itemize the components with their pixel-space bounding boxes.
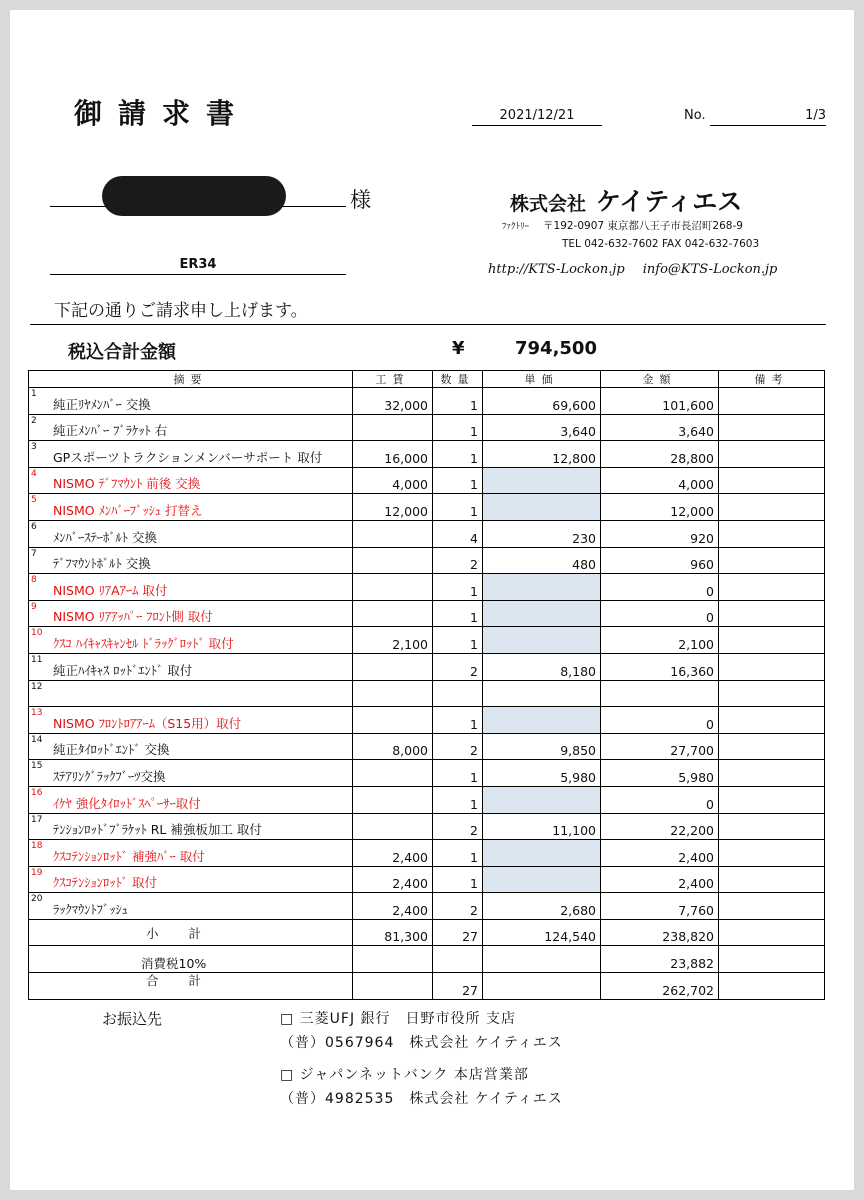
row-labor	[353, 547, 433, 574]
redacted-customer-name	[102, 176, 286, 216]
row-description	[29, 893, 353, 920]
subtotal-remarks	[719, 919, 825, 946]
row-number: 2	[31, 415, 37, 426]
row-description	[29, 547, 353, 574]
row-amount: 2,100	[601, 627, 719, 654]
tax-row	[29, 946, 825, 973]
table-row	[29, 388, 825, 415]
divider	[30, 324, 826, 325]
row-amount: 101,600	[601, 388, 719, 415]
table-header-row	[29, 371, 825, 388]
subtotal-qty: 27	[433, 919, 483, 946]
row-quantity	[433, 680, 483, 707]
table-row	[29, 760, 825, 787]
row-description-text: ｸｽｺﾃﾝｼｮﾝﾛｯﾄﾞ 補強ﾊﾞｰ 取付	[53, 848, 205, 864]
bank-line-4: （普）4982535 株式会社 ケイティエス	[280, 1091, 563, 1107]
honorific: 様	[350, 188, 371, 212]
row-quantity: 1	[433, 786, 483, 813]
row-description-text: 純正ﾀｲﾛｯﾄﾞｴﾝﾄﾞ 交換	[53, 742, 170, 758]
tax-remarks	[719, 946, 825, 973]
row-description	[29, 388, 353, 415]
row-remarks	[719, 414, 825, 441]
table-row	[29, 574, 825, 601]
company-email[interactable]: info@KTS-Lockon.jp	[642, 262, 778, 277]
row-quantity: 1	[433, 494, 483, 521]
row-unit-price	[483, 574, 601, 601]
row-description	[29, 414, 353, 441]
row-description	[29, 600, 353, 627]
row-unit-price: 8,180	[483, 653, 601, 680]
row-remarks	[719, 786, 825, 813]
row-quantity: 2	[433, 733, 483, 760]
row-remarks	[719, 467, 825, 494]
row-number: 7	[31, 548, 37, 559]
row-number: 8	[31, 575, 37, 586]
row-description	[29, 733, 353, 760]
row-labor: 2,400	[353, 840, 433, 867]
row-labor	[353, 760, 433, 787]
row-amount: 960	[601, 547, 719, 574]
row-description	[29, 786, 353, 813]
table-row	[29, 520, 825, 547]
row-amount: 0	[601, 600, 719, 627]
row-number: 9	[31, 601, 37, 612]
row-labor	[353, 707, 433, 734]
row-description-text: ｲｹﾔ 強化ﾀｲﾛｯﾄﾞｽﾍﾟｰｻｰ取付	[53, 795, 201, 811]
row-unit-price	[483, 627, 601, 654]
row-number: 6	[31, 521, 37, 532]
row-labor: 32,000	[353, 388, 433, 415]
header-labor: 工賃	[353, 371, 433, 388]
grand-total-row	[29, 973, 825, 1000]
row-description-text: NISMO ﾘｱAｱｰﾑ 取付	[53, 582, 168, 598]
row-description	[29, 520, 353, 547]
row-remarks	[719, 866, 825, 893]
row-number: 13	[31, 708, 43, 719]
table-row	[29, 494, 825, 521]
row-remarks	[719, 813, 825, 840]
table-row	[29, 866, 825, 893]
tax-labor	[353, 946, 433, 973]
row-description-text: ﾃﾞﾌﾏｳﾝﾄﾎﾞﾙﾄ 交換	[53, 556, 151, 572]
row-quantity: 1	[433, 866, 483, 893]
row-quantity: 1	[433, 600, 483, 627]
row-description-text: 純正ﾊｲｷｬｽ ﾛｯﾄﾞｴﾝﾄﾞ 取付	[53, 662, 193, 678]
total-label: 税込合計金額	[68, 342, 176, 363]
table-row	[29, 707, 825, 734]
factory-label: ﾌｧｸﾄﾘｰ	[502, 222, 530, 232]
row-description	[29, 441, 353, 468]
row-unit-price	[483, 786, 601, 813]
row-amount: 0	[601, 707, 719, 734]
row-remarks	[719, 520, 825, 547]
items-table	[28, 370, 825, 1000]
invoice-sheet	[10, 10, 854, 1190]
row-description-text: GPスポーツトラクションメンバーサポート 取付	[53, 449, 323, 465]
row-unit-price: 230	[483, 520, 601, 547]
row-description-text: ﾗｯｸﾏｳﾝﾄﾌﾞｯｼｭ	[53, 901, 129, 917]
row-description-text: NISMO ﾘｱｱｯﾊﾟｰ ﾌﾛﾝﾄ側 取付	[53, 609, 213, 625]
grand-total-amount: 262,702	[601, 973, 719, 1000]
row-unit-price: 9,850	[483, 733, 601, 760]
row-amount: 0	[601, 786, 719, 813]
row-quantity: 2	[433, 547, 483, 574]
row-unit-price: 69,600	[483, 388, 601, 415]
subtotal-unit: 124,540	[483, 919, 601, 946]
row-description-text: 純正ﾒﾝﾊﾞｰ ﾌﾞﾗｹｯﾄ 右	[53, 423, 168, 439]
row-unit-price: 11,100	[483, 813, 601, 840]
row-description	[29, 494, 353, 521]
row-remarks	[719, 680, 825, 707]
row-description	[29, 866, 353, 893]
row-labor: 2,400	[353, 866, 433, 893]
row-amount: 27,700	[601, 733, 719, 760]
tax-unit	[483, 946, 601, 973]
row-unit-price	[483, 680, 601, 707]
grand-unit	[483, 973, 601, 1000]
bank-line-2: （普）0567964 株式会社 ケイティエス	[280, 1035, 563, 1051]
row-quantity: 1	[433, 840, 483, 867]
row-labor	[353, 680, 433, 707]
grand-total-qty: 27	[433, 973, 483, 1000]
row-quantity: 1	[433, 388, 483, 415]
row-number: 19	[31, 867, 43, 878]
row-number: 17	[31, 814, 43, 825]
row-unit-price	[483, 600, 601, 627]
company-web	[488, 262, 795, 277]
row-unit-price: 3,640	[483, 414, 601, 441]
row-remarks	[719, 760, 825, 787]
row-amount	[601, 680, 719, 707]
row-unit-price	[483, 840, 601, 867]
subtotal-row	[29, 919, 825, 946]
row-number: 10	[31, 628, 43, 639]
table-row	[29, 733, 825, 760]
row-description	[29, 840, 353, 867]
table-row	[29, 813, 825, 840]
row-description	[29, 627, 353, 654]
row-amount: 12,000	[601, 494, 719, 521]
row-quantity: 2	[433, 653, 483, 680]
row-labor: 2,100	[353, 627, 433, 654]
row-description-text: ｸｽｺ ﾊｲｷｬｽｷｬﾝｾﾙ ﾄﾞﾗｯｸﾞﾛｯﾄﾞ 取付	[53, 635, 234, 651]
row-description-text: NISMO ﾃﾞﾌﾏｳﾝﾄ 前後 交換	[53, 476, 201, 492]
company-name	[510, 182, 742, 218]
row-remarks	[719, 840, 825, 867]
header-amount: 金額	[601, 371, 719, 388]
row-labor: 16,000	[353, 441, 433, 468]
row-remarks	[719, 574, 825, 601]
row-description	[29, 467, 353, 494]
row-quantity: 1	[433, 707, 483, 734]
table-row	[29, 441, 825, 468]
row-amount: 5,980	[601, 760, 719, 787]
row-amount: 4,000	[601, 467, 719, 494]
row-remarks	[719, 547, 825, 574]
bank-heading: お振込先	[102, 1010, 163, 1028]
row-unit-price: 480	[483, 547, 601, 574]
row-description-text: ｸｽｺﾃﾝｼｮﾝﾛｯﾄﾞ 取付	[53, 875, 157, 891]
address-text: 〒192-0907 東京都八王子市長沼町268-9	[543, 220, 743, 232]
header-unit-price: 単価	[483, 371, 601, 388]
row-number: 16	[31, 787, 43, 798]
table-row	[29, 840, 825, 867]
subtotal-labor: 81,300	[353, 919, 433, 946]
row-description	[29, 653, 353, 680]
table-row	[29, 893, 825, 920]
grand-labor	[353, 973, 433, 1000]
row-amount: 16,360	[601, 653, 719, 680]
header-quantity: 数量	[433, 371, 483, 388]
row-labor: 12,000	[353, 494, 433, 521]
page-number-label: No.	[684, 108, 706, 123]
row-quantity: 1	[433, 467, 483, 494]
row-description-text: NISMO ﾌﾛﾝﾄﾛｱｱｰﾑ（S15用）取付	[53, 715, 242, 731]
row-labor: 4,000	[353, 467, 433, 494]
row-number: 20	[31, 894, 43, 905]
row-labor	[353, 574, 433, 601]
row-amount: 28,800	[601, 441, 719, 468]
bank-line-3: □ ジャパンネットバンク 本店営業部	[280, 1067, 529, 1083]
row-quantity: 4	[433, 520, 483, 547]
grand-total-label: 合計	[29, 973, 353, 1000]
row-remarks	[719, 600, 825, 627]
row-number: 11	[31, 654, 43, 665]
table-row	[29, 786, 825, 813]
row-description-text: ﾃﾝｼｮﾝﾛｯﾄﾞﾌﾞﾗｹｯﾄ RL 補強板加工 取付	[53, 822, 262, 838]
row-description	[29, 813, 353, 840]
row-unit-price: 2,680	[483, 893, 601, 920]
row-labor: 2,400	[353, 893, 433, 920]
row-remarks	[719, 707, 825, 734]
row-labor	[353, 600, 433, 627]
row-description	[29, 680, 353, 707]
subtotal-amount: 238,820	[601, 919, 719, 946]
table-row	[29, 414, 825, 441]
row-labor	[353, 520, 433, 547]
total-amount: 794,500	[515, 338, 597, 359]
row-number: 1	[31, 389, 37, 399]
row-quantity: 1	[433, 760, 483, 787]
row-amount: 7,760	[601, 893, 719, 920]
row-amount: 22,200	[601, 813, 719, 840]
table-row	[29, 680, 825, 707]
row-remarks	[719, 893, 825, 920]
row-number: 18	[31, 841, 43, 852]
row-description-text: 純正ﾘﾔﾒﾝﾊﾞｰ 交換	[53, 396, 151, 412]
invoice-date: 2021/12/21	[472, 108, 602, 126]
row-amount: 2,400	[601, 866, 719, 893]
tax-label: 消費税10%	[29, 946, 353, 973]
bank-line-1: □ 三菱UFJ 銀行 日野市役所 支店	[280, 1011, 517, 1027]
document-title: 御請求書	[74, 97, 251, 130]
row-amount: 920	[601, 520, 719, 547]
row-unit-price	[483, 707, 601, 734]
row-description	[29, 574, 353, 601]
company-prefix: 株式会社	[510, 193, 587, 215]
tax-qty	[433, 946, 483, 973]
company-phone: TEL 042-632-7602 FAX 042-632-7603	[562, 238, 760, 250]
tax-amount: 23,882	[601, 946, 719, 973]
subtotal-label: 小計	[29, 919, 353, 946]
row-unit-price: 12,800	[483, 441, 601, 468]
row-unit-price	[483, 467, 601, 494]
row-quantity: 2	[433, 893, 483, 920]
row-unit-price: 5,980	[483, 760, 601, 787]
header-remarks: 備考	[719, 371, 825, 388]
row-labor: 8,000	[353, 733, 433, 760]
row-labor	[353, 786, 433, 813]
row-remarks	[719, 441, 825, 468]
header-description: 摘要	[29, 371, 353, 388]
table-row	[29, 600, 825, 627]
row-labor	[353, 414, 433, 441]
row-labor	[353, 653, 433, 680]
row-remarks	[719, 653, 825, 680]
row-number: 15	[31, 761, 43, 772]
row-description-text: ﾒﾝﾊﾞｰｽﾃｰﾎﾞﾙﾄ 交換	[53, 529, 157, 545]
row-description-text: NISMO ﾒﾝﾊﾞｰﾌﾞｯｼｭ 打替え	[53, 502, 203, 518]
row-description	[29, 707, 353, 734]
row-remarks	[719, 494, 825, 521]
row-remarks	[719, 733, 825, 760]
row-amount: 2,400	[601, 840, 719, 867]
row-quantity: 1	[433, 574, 483, 601]
lead-text: 下記の通りご請求申し上げます。	[54, 301, 308, 321]
row-quantity: 1	[433, 627, 483, 654]
table-row	[29, 653, 825, 680]
row-number: 3	[31, 442, 37, 453]
row-quantity: 1	[433, 414, 483, 441]
yen-sign: ¥	[452, 338, 465, 359]
company-url[interactable]: http://KTS-Lockon.jp	[488, 262, 625, 277]
row-description-text: ｽﾃｱﾘﾝｸﾞﾗｯｸﾌﾞｰﾂ交換	[53, 768, 166, 784]
row-number: 14	[31, 734, 43, 745]
row-amount: 0	[601, 574, 719, 601]
row-number: 5	[31, 495, 37, 506]
row-unit-price	[483, 866, 601, 893]
table-row	[29, 547, 825, 574]
row-labor	[353, 813, 433, 840]
row-unit-price	[483, 494, 601, 521]
row-remarks	[719, 627, 825, 654]
row-quantity: 1	[433, 441, 483, 468]
vehicle-model: ER34	[50, 257, 346, 275]
table-row	[29, 467, 825, 494]
page-number: 1/3	[710, 108, 826, 126]
table-row	[29, 627, 825, 654]
row-quantity: 2	[433, 813, 483, 840]
row-description	[29, 760, 353, 787]
row-number: 12	[31, 681, 43, 692]
row-remarks	[719, 388, 825, 415]
company-address	[502, 218, 743, 233]
grand-remarks	[719, 973, 825, 1000]
row-amount: 3,640	[601, 414, 719, 441]
row-number: 4	[31, 468, 37, 479]
company-main-name: ケイティエス	[596, 187, 743, 216]
